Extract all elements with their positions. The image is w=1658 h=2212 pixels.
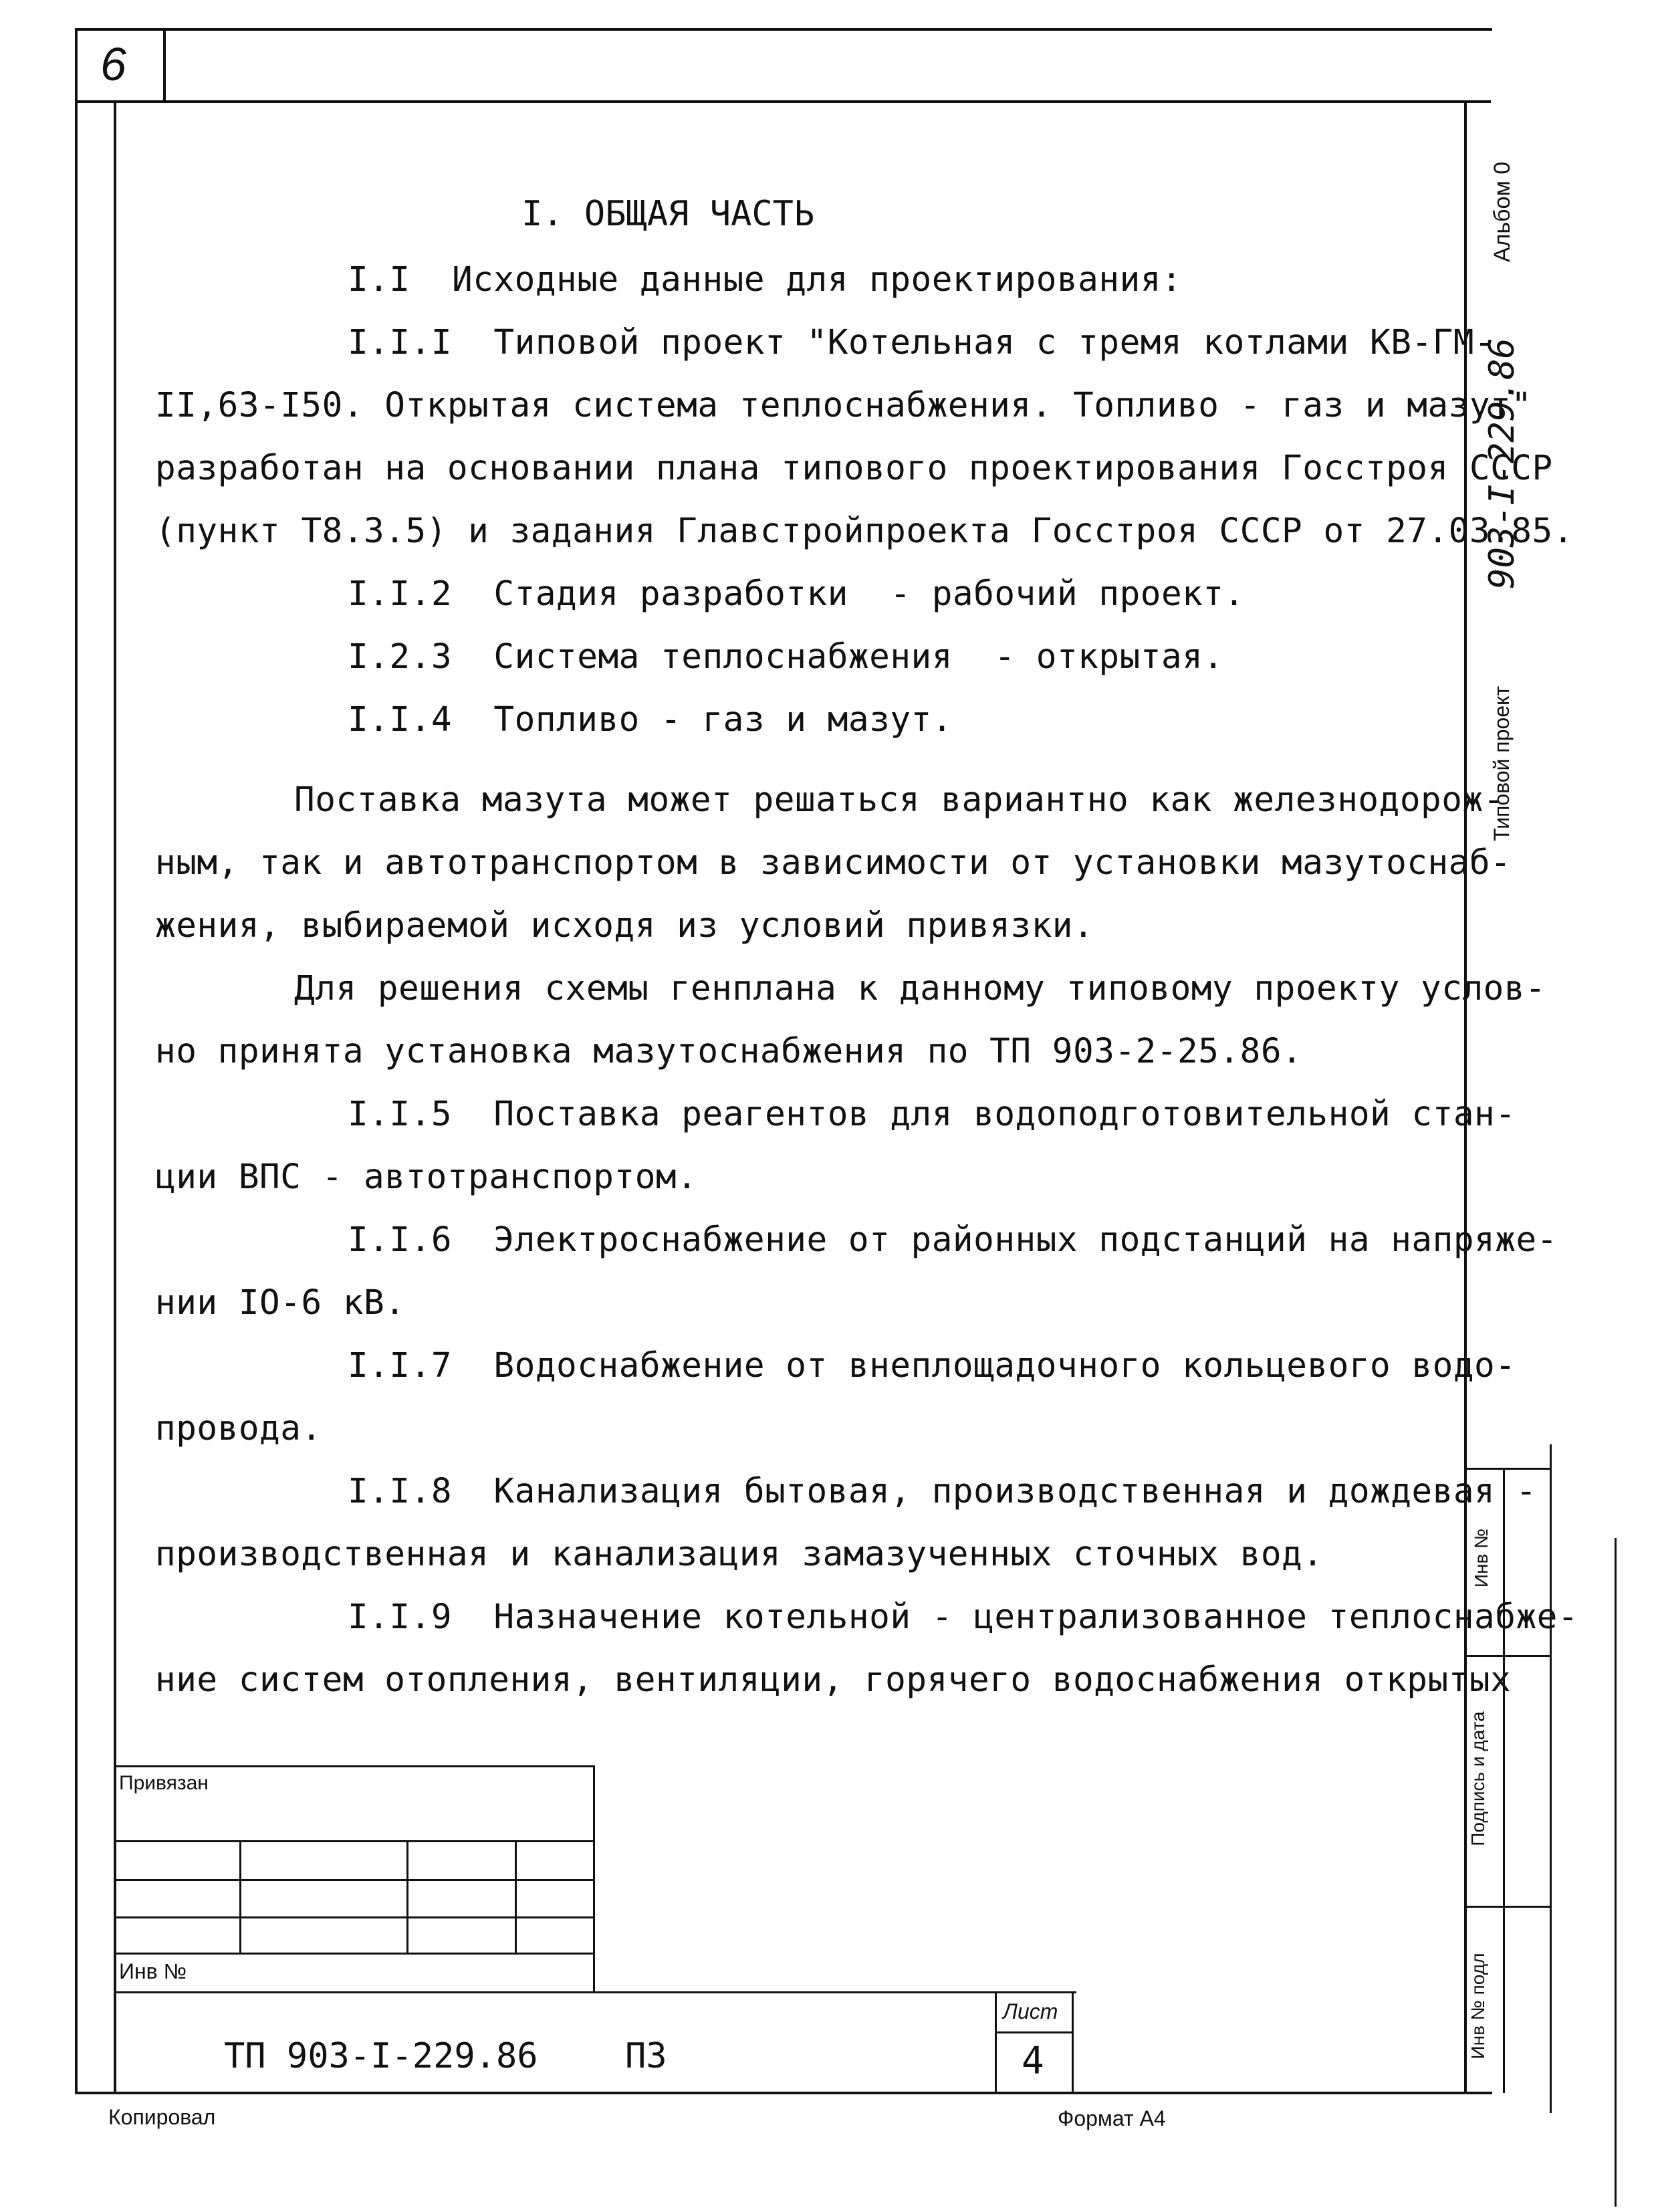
copied-label: Копировал [108, 2105, 216, 2129]
text-line-23: ние систем отопления, вентиляции, горячего водоснабжения открытых [155, 1660, 1512, 1700]
format-label: Формат А4 [1058, 2106, 1166, 2130]
text-line-19: провода. [155, 1409, 322, 1448]
frame-top [75, 28, 1492, 31]
sheet-box-left [995, 1991, 997, 2092]
text-line-5: (пункт Т8.3.5) и задания Главстройпроекта Госстроя СССР от 27.03.85. [155, 512, 1574, 551]
text-line-22: I.I.9 Назначение котельной - централизованное теплоснабже- [348, 1597, 1579, 1637]
stamp-inv-no-podl: Инв № подл [1467, 1953, 1488, 2060]
text-line-11: жения, выбираемой исходя из условий привязки. [155, 906, 1094, 946]
side-project-label: Типовой проект [1490, 685, 1514, 842]
section-heading: I. ОБЩАЯ ЧАСТЬ [521, 194, 815, 234]
stamp-col-div2 [1464, 1906, 1551, 1908]
side-project-code: 903-I-229.86 [1482, 338, 1522, 589]
text-line-21: производственная и канализация замазученных сточных вод. [155, 1535, 1324, 1574]
text-line-12: Для решения схемы генплана к данному типовому проекту услов- [294, 969, 1546, 1008]
corner-page-number: 6 [100, 38, 126, 90]
frame-left-inner [114, 100, 116, 2093]
text-line-20: I.I.8 Канализация бытовая, производственная и дождевая - [348, 1472, 1537, 1511]
text-line-2: I.I.I Типовой проект "Котельная с тремя котлами КВ-ГМ- [348, 323, 1496, 362]
corner-box-right [163, 28, 166, 102]
text-line-17: нии IO-6 кВ. [155, 1283, 406, 1323]
text-line-14: I.I.5 Поставка реагентов для водоподготовительной стан- [348, 1095, 1516, 1134]
sheet-box-right [1072, 1991, 1074, 2092]
text-line-3: II,63-I50. Открытая система теплоснабжения. Топливо - газ и мазут" [155, 386, 1532, 425]
sheet-label: Лист [1003, 1999, 1058, 2023]
frame-left-outer [75, 28, 78, 2094]
sheet-box-divider [995, 2031, 1074, 2033]
text-line-13: но принята установка мазутоснабжения по ТП 903-2-25.86. [155, 1032, 1303, 1071]
frame-bottom [75, 2092, 1492, 2094]
text-line-15: ции ВПС - автотранспортом. [155, 1157, 698, 1197]
text-line-10: ным, так и автотранспортом в зависимости от установки мазутоснаб- [155, 843, 1512, 883]
text-line-8: I.I.4 Топливо - газ и мазут. [348, 700, 953, 740]
stamp-col-inner [1503, 1468, 1505, 2093]
frame-right-outer [1550, 1444, 1552, 2113]
album-label: Альбом 0 [1490, 161, 1515, 263]
text-line-9: Поставка мазута может решаться вариантно как железнодорож- [294, 780, 1504, 820]
text-line-7: I.2.3 Система теплоснабжения - открытая. [348, 637, 1224, 677]
corner-box-bottom [75, 100, 166, 103]
text-line-1: I.I Исходные данные для проектирования: [348, 260, 1183, 300]
frame-inner-top [114, 100, 1491, 103]
text-line-6: I.I.2 Стадия разработки - рабочий проект. [348, 574, 1245, 614]
text-line-16: I.I.6 Электроснабжение от районных подстанций на напряже- [348, 1220, 1558, 1260]
privyazan-label: Привязан [119, 1772, 209, 1794]
frame-right-far [1615, 1538, 1617, 2207]
text-line-4: разработан на основании плана типового проектирования Госстроя СССР [155, 449, 1553, 488]
sheet-number: 4 [1022, 2039, 1044, 2083]
text-line-18: I.I.7 Водоснабжение от внеплощадочного кольцевого водо- [348, 1346, 1516, 1386]
doc-type: ПЗ [625, 2036, 667, 2076]
inv-no-label: Инв № [119, 1959, 187, 1983]
stamp-inv-no: Инв № [1471, 1528, 1492, 1588]
doc-code: ТП 903-I-229.86 [224, 2036, 538, 2076]
stamp-signature-date: Подпись и дата [1467, 1711, 1488, 1846]
